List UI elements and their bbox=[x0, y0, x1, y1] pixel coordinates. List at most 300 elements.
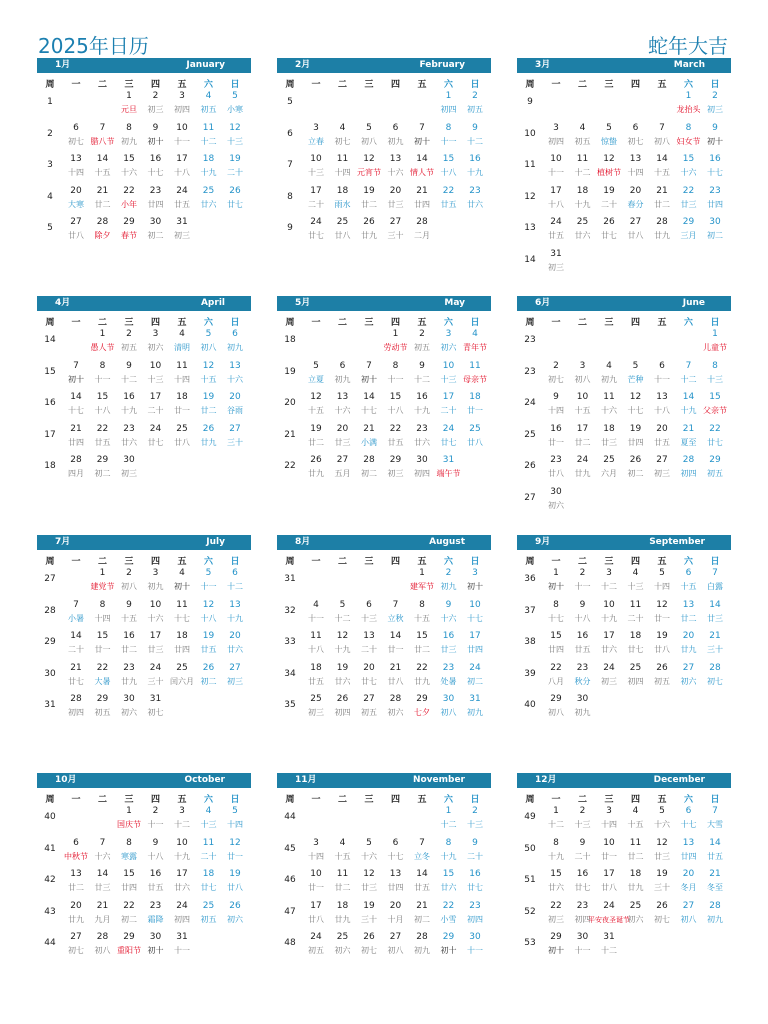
day-cell[interactable] bbox=[543, 422, 569, 452]
day-cell[interactable] bbox=[303, 598, 329, 628]
day-cell[interactable] bbox=[436, 121, 462, 151]
day-cell[interactable] bbox=[222, 836, 248, 866]
day-cell[interactable] bbox=[623, 453, 649, 483]
day-cell[interactable] bbox=[649, 390, 675, 420]
day-cell[interactable] bbox=[143, 899, 169, 929]
day-cell[interactable] bbox=[90, 327, 116, 357]
day-cell[interactable] bbox=[543, 184, 569, 214]
day-cell[interactable] bbox=[649, 121, 675, 151]
day-cell[interactable] bbox=[462, 89, 488, 119]
day-cell[interactable] bbox=[676, 89, 702, 119]
day-cell[interactable] bbox=[330, 359, 356, 389]
day-cell[interactable] bbox=[570, 422, 596, 452]
day-cell[interactable] bbox=[623, 359, 649, 389]
day-cell[interactable] bbox=[409, 836, 435, 866]
day-cell[interactable] bbox=[303, 184, 329, 214]
day-cell[interactable] bbox=[356, 692, 382, 722]
day-cell[interactable] bbox=[543, 899, 569, 929]
day-cell[interactable] bbox=[570, 804, 596, 834]
day-cell[interactable] bbox=[570, 359, 596, 389]
day-cell[interactable] bbox=[596, 930, 622, 960]
day-cell[interactable] bbox=[143, 152, 169, 182]
day-cell[interactable] bbox=[116, 692, 142, 722]
day-cell[interactable] bbox=[196, 899, 222, 929]
day-cell[interactable] bbox=[436, 629, 462, 659]
day-cell[interactable] bbox=[702, 327, 728, 357]
day-cell[interactable] bbox=[409, 359, 435, 389]
day-cell[interactable] bbox=[409, 899, 435, 929]
day-cell[interactable] bbox=[702, 629, 728, 659]
day-cell[interactable] bbox=[436, 327, 462, 357]
day-cell[interactable] bbox=[63, 453, 89, 483]
day-cell[interactable] bbox=[702, 359, 728, 389]
day-cell[interactable] bbox=[383, 121, 409, 151]
day-cell[interactable] bbox=[63, 121, 89, 151]
day-cell[interactable] bbox=[330, 121, 356, 151]
day-cell[interactable] bbox=[543, 692, 569, 722]
day-cell[interactable] bbox=[169, 121, 195, 151]
day-cell[interactable] bbox=[409, 422, 435, 452]
day-cell[interactable] bbox=[90, 867, 116, 897]
day-cell[interactable] bbox=[90, 453, 116, 483]
day-cell[interactable] bbox=[356, 359, 382, 389]
day-cell[interactable] bbox=[196, 327, 222, 357]
day-cell[interactable] bbox=[409, 867, 435, 897]
day-cell[interactable] bbox=[169, 661, 195, 691]
day-cell[interactable] bbox=[383, 930, 409, 960]
day-cell[interactable] bbox=[356, 598, 382, 628]
day-cell[interactable] bbox=[90, 359, 116, 389]
day-cell[interactable] bbox=[676, 867, 702, 897]
day-cell[interactable] bbox=[90, 598, 116, 628]
day-cell[interactable] bbox=[543, 152, 569, 182]
day-cell[interactable] bbox=[222, 359, 248, 389]
day-cell[interactable] bbox=[383, 215, 409, 245]
day-cell[interactable] bbox=[303, 215, 329, 245]
day-cell[interactable] bbox=[222, 629, 248, 659]
day-cell[interactable] bbox=[330, 661, 356, 691]
day-cell[interactable] bbox=[436, 598, 462, 628]
day-cell[interactable] bbox=[596, 804, 622, 834]
day-cell[interactable] bbox=[409, 629, 435, 659]
day-cell[interactable] bbox=[649, 566, 675, 596]
day-cell[interactable] bbox=[409, 184, 435, 214]
day-cell[interactable] bbox=[143, 89, 169, 119]
day-cell[interactable] bbox=[116, 152, 142, 182]
day-cell[interactable] bbox=[330, 152, 356, 182]
day-cell[interactable] bbox=[143, 390, 169, 420]
day-cell[interactable] bbox=[303, 121, 329, 151]
day-cell[interactable] bbox=[383, 327, 409, 357]
day-cell[interactable] bbox=[462, 422, 488, 452]
day-cell[interactable] bbox=[649, 359, 675, 389]
day-cell[interactable] bbox=[436, 390, 462, 420]
day-cell[interactable] bbox=[330, 692, 356, 722]
day-cell[interactable] bbox=[63, 422, 89, 452]
day-cell[interactable] bbox=[436, 899, 462, 929]
day-cell[interactable] bbox=[143, 327, 169, 357]
day-cell[interactable] bbox=[169, 899, 195, 929]
day-cell[interactable] bbox=[676, 566, 702, 596]
day-cell[interactable] bbox=[409, 390, 435, 420]
day-cell[interactable] bbox=[143, 930, 169, 960]
day-cell[interactable] bbox=[303, 661, 329, 691]
day-cell[interactable] bbox=[90, 661, 116, 691]
day-cell[interactable] bbox=[169, 327, 195, 357]
day-cell[interactable] bbox=[63, 930, 89, 960]
day-cell[interactable] bbox=[169, 804, 195, 834]
day-cell[interactable] bbox=[623, 661, 649, 691]
day-cell[interactable] bbox=[196, 661, 222, 691]
day-cell[interactable] bbox=[570, 152, 596, 182]
day-cell[interactable] bbox=[543, 485, 569, 515]
day-cell[interactable] bbox=[222, 390, 248, 420]
day-cell[interactable] bbox=[409, 661, 435, 691]
day-cell[interactable] bbox=[196, 867, 222, 897]
day-cell[interactable] bbox=[436, 804, 462, 834]
day-cell[interactable] bbox=[596, 121, 622, 151]
day-cell[interactable] bbox=[383, 422, 409, 452]
day-cell[interactable] bbox=[383, 899, 409, 929]
day-cell[interactable] bbox=[222, 327, 248, 357]
day-cell[interactable] bbox=[222, 598, 248, 628]
day-cell[interactable] bbox=[330, 899, 356, 929]
day-cell[interactable] bbox=[143, 184, 169, 214]
day-cell[interactable] bbox=[676, 215, 702, 245]
day-cell[interactable] bbox=[462, 867, 488, 897]
day-cell[interactable] bbox=[462, 661, 488, 691]
day-cell[interactable] bbox=[196, 566, 222, 596]
day-cell[interactable] bbox=[169, 867, 195, 897]
day-cell[interactable] bbox=[436, 453, 462, 483]
day-cell[interactable] bbox=[462, 184, 488, 214]
day-cell[interactable] bbox=[143, 629, 169, 659]
day-cell[interactable] bbox=[63, 899, 89, 929]
day-cell[interactable] bbox=[676, 359, 702, 389]
day-cell[interactable] bbox=[543, 215, 569, 245]
day-cell[interactable] bbox=[596, 836, 622, 866]
day-cell[interactable] bbox=[649, 899, 675, 929]
day-cell[interactable] bbox=[196, 836, 222, 866]
day-cell[interactable] bbox=[409, 598, 435, 628]
day-cell[interactable] bbox=[116, 899, 142, 929]
day-cell[interactable] bbox=[356, 629, 382, 659]
day-cell[interactable] bbox=[303, 836, 329, 866]
day-cell[interactable] bbox=[356, 121, 382, 151]
day-cell[interactable] bbox=[462, 598, 488, 628]
day-cell[interactable] bbox=[462, 629, 488, 659]
day-cell[interactable] bbox=[90, 184, 116, 214]
day-cell[interactable] bbox=[543, 867, 569, 897]
day-cell[interactable] bbox=[383, 152, 409, 182]
day-cell[interactable] bbox=[222, 152, 248, 182]
day-cell[interactable] bbox=[303, 422, 329, 452]
day-cell[interactable] bbox=[436, 184, 462, 214]
day-cell[interactable] bbox=[436, 836, 462, 866]
day-cell[interactable] bbox=[462, 390, 488, 420]
day-cell[interactable] bbox=[196, 390, 222, 420]
day-cell[interactable] bbox=[90, 899, 116, 929]
day-cell[interactable] bbox=[222, 804, 248, 834]
day-cell[interactable] bbox=[596, 867, 622, 897]
day-cell[interactable] bbox=[462, 359, 488, 389]
day-cell[interactable] bbox=[330, 598, 356, 628]
day-cell[interactable] bbox=[649, 629, 675, 659]
day-cell[interactable] bbox=[303, 359, 329, 389]
day-cell[interactable] bbox=[356, 899, 382, 929]
day-cell[interactable] bbox=[409, 930, 435, 960]
day-cell[interactable] bbox=[222, 661, 248, 691]
day-cell[interactable] bbox=[63, 184, 89, 214]
day-cell[interactable] bbox=[570, 661, 596, 691]
day-cell[interactable] bbox=[63, 390, 89, 420]
day-cell[interactable] bbox=[702, 453, 728, 483]
day-cell[interactable] bbox=[702, 152, 728, 182]
day-cell[interactable] bbox=[330, 867, 356, 897]
day-cell[interactable] bbox=[356, 867, 382, 897]
day-cell[interactable] bbox=[116, 804, 142, 834]
day-cell[interactable] bbox=[596, 661, 622, 691]
day-cell[interactable] bbox=[676, 629, 702, 659]
day-cell[interactable] bbox=[383, 629, 409, 659]
day-cell[interactable] bbox=[649, 661, 675, 691]
day-cell[interactable] bbox=[570, 692, 596, 722]
day-cell[interactable] bbox=[702, 215, 728, 245]
day-cell[interactable] bbox=[90, 390, 116, 420]
day-cell[interactable] bbox=[196, 359, 222, 389]
day-cell[interactable] bbox=[90, 692, 116, 722]
day-cell[interactable] bbox=[623, 867, 649, 897]
day-cell[interactable] bbox=[409, 215, 435, 245]
day-cell[interactable] bbox=[303, 453, 329, 483]
day-cell[interactable] bbox=[702, 422, 728, 452]
day-cell[interactable] bbox=[196, 152, 222, 182]
day-cell[interactable] bbox=[462, 899, 488, 929]
day-cell[interactable] bbox=[383, 661, 409, 691]
day-cell[interactable] bbox=[116, 422, 142, 452]
day-cell[interactable] bbox=[676, 121, 702, 151]
day-cell[interactable] bbox=[543, 566, 569, 596]
day-cell[interactable] bbox=[330, 453, 356, 483]
day-cell[interactable] bbox=[543, 930, 569, 960]
day-cell[interactable] bbox=[63, 836, 89, 866]
day-cell[interactable] bbox=[330, 422, 356, 452]
day-cell[interactable] bbox=[383, 867, 409, 897]
day-cell[interactable] bbox=[116, 930, 142, 960]
day-cell[interactable] bbox=[409, 121, 435, 151]
day-cell[interactable] bbox=[222, 89, 248, 119]
day-cell[interactable] bbox=[649, 152, 675, 182]
day-cell[interactable] bbox=[116, 121, 142, 151]
day-cell[interactable] bbox=[169, 629, 195, 659]
day-cell[interactable] bbox=[409, 453, 435, 483]
day-cell[interactable] bbox=[596, 215, 622, 245]
day-cell[interactable] bbox=[196, 184, 222, 214]
day-cell[interactable] bbox=[702, 566, 728, 596]
day-cell[interactable] bbox=[702, 836, 728, 866]
day-cell[interactable] bbox=[462, 804, 488, 834]
day-cell[interactable] bbox=[116, 390, 142, 420]
day-cell[interactable] bbox=[356, 215, 382, 245]
day-cell[interactable] bbox=[570, 453, 596, 483]
day-cell[interactable] bbox=[63, 661, 89, 691]
day-cell[interactable] bbox=[543, 247, 569, 277]
day-cell[interactable] bbox=[570, 629, 596, 659]
day-cell[interactable] bbox=[623, 629, 649, 659]
day-cell[interactable] bbox=[116, 836, 142, 866]
day-cell[interactable] bbox=[383, 359, 409, 389]
day-cell[interactable] bbox=[356, 453, 382, 483]
day-cell[interactable] bbox=[570, 390, 596, 420]
day-cell[interactable] bbox=[116, 598, 142, 628]
day-cell[interactable] bbox=[462, 152, 488, 182]
day-cell[interactable] bbox=[623, 598, 649, 628]
day-cell[interactable] bbox=[596, 390, 622, 420]
day-cell[interactable] bbox=[90, 566, 116, 596]
day-cell[interactable] bbox=[676, 152, 702, 182]
day-cell[interactable] bbox=[143, 598, 169, 628]
day-cell[interactable] bbox=[196, 422, 222, 452]
day-cell[interactable] bbox=[409, 692, 435, 722]
day-cell[interactable] bbox=[90, 215, 116, 245]
day-cell[interactable] bbox=[356, 184, 382, 214]
day-cell[interactable] bbox=[90, 152, 116, 182]
day-cell[interactable] bbox=[196, 804, 222, 834]
day-cell[interactable] bbox=[143, 692, 169, 722]
day-cell[interactable] bbox=[303, 629, 329, 659]
day-cell[interactable] bbox=[649, 836, 675, 866]
day-cell[interactable] bbox=[143, 836, 169, 866]
day-cell[interactable] bbox=[169, 598, 195, 628]
day-cell[interactable] bbox=[623, 215, 649, 245]
day-cell[interactable] bbox=[702, 899, 728, 929]
day-cell[interactable] bbox=[143, 804, 169, 834]
day-cell[interactable] bbox=[196, 598, 222, 628]
day-cell[interactable] bbox=[570, 121, 596, 151]
day-cell[interactable] bbox=[303, 867, 329, 897]
day-cell[interactable] bbox=[90, 836, 116, 866]
day-cell[interactable] bbox=[596, 566, 622, 596]
day-cell[interactable] bbox=[356, 152, 382, 182]
day-cell[interactable] bbox=[436, 566, 462, 596]
day-cell[interactable] bbox=[623, 152, 649, 182]
day-cell[interactable] bbox=[649, 184, 675, 214]
day-cell[interactable] bbox=[116, 453, 142, 483]
day-cell[interactable] bbox=[409, 327, 435, 357]
day-cell[interactable] bbox=[436, 692, 462, 722]
day-cell[interactable] bbox=[330, 836, 356, 866]
day-cell[interactable] bbox=[63, 598, 89, 628]
day-cell[interactable] bbox=[169, 215, 195, 245]
day-cell[interactable] bbox=[543, 629, 569, 659]
day-cell[interactable] bbox=[303, 899, 329, 929]
day-cell[interactable] bbox=[169, 390, 195, 420]
day-cell[interactable] bbox=[116, 566, 142, 596]
day-cell[interactable] bbox=[63, 692, 89, 722]
day-cell[interactable] bbox=[143, 566, 169, 596]
day-cell[interactable] bbox=[702, 121, 728, 151]
day-cell[interactable] bbox=[436, 89, 462, 119]
day-cell[interactable] bbox=[196, 629, 222, 659]
day-cell[interactable] bbox=[543, 598, 569, 628]
day-cell[interactable] bbox=[596, 184, 622, 214]
day-cell[interactable] bbox=[596, 598, 622, 628]
day-cell[interactable] bbox=[116, 184, 142, 214]
day-cell[interactable] bbox=[462, 836, 488, 866]
day-cell[interactable] bbox=[90, 629, 116, 659]
day-cell[interactable] bbox=[588, 899, 630, 929]
day-cell[interactable] bbox=[169, 359, 195, 389]
day-cell[interactable] bbox=[63, 359, 89, 389]
day-cell[interactable] bbox=[436, 867, 462, 897]
day-cell[interactable] bbox=[303, 930, 329, 960]
day-cell[interactable] bbox=[623, 566, 649, 596]
day-cell[interactable] bbox=[543, 661, 569, 691]
day-cell[interactable] bbox=[63, 629, 89, 659]
day-cell[interactable] bbox=[570, 184, 596, 214]
day-cell[interactable] bbox=[462, 566, 488, 596]
day-cell[interactable] bbox=[330, 629, 356, 659]
day-cell[interactable] bbox=[116, 215, 142, 245]
day-cell[interactable] bbox=[702, 867, 728, 897]
day-cell[interactable] bbox=[462, 121, 488, 151]
day-cell[interactable] bbox=[649, 422, 675, 452]
day-cell[interactable] bbox=[409, 566, 435, 596]
day-cell[interactable] bbox=[169, 89, 195, 119]
day-cell[interactable] bbox=[623, 899, 649, 929]
day-cell[interactable] bbox=[543, 804, 569, 834]
day-cell[interactable] bbox=[570, 836, 596, 866]
day-cell[interactable] bbox=[596, 359, 622, 389]
day-cell[interactable] bbox=[63, 152, 89, 182]
day-cell[interactable] bbox=[436, 359, 462, 389]
day-cell[interactable] bbox=[383, 390, 409, 420]
day-cell[interactable] bbox=[543, 836, 569, 866]
day-cell[interactable] bbox=[596, 422, 622, 452]
day-cell[interactable] bbox=[649, 867, 675, 897]
day-cell[interactable] bbox=[90, 422, 116, 452]
day-cell[interactable] bbox=[596, 152, 622, 182]
day-cell[interactable] bbox=[702, 598, 728, 628]
day-cell[interactable] bbox=[116, 327, 142, 357]
day-cell[interactable] bbox=[623, 422, 649, 452]
day-cell[interactable] bbox=[356, 390, 382, 420]
day-cell[interactable] bbox=[169, 836, 195, 866]
day-cell[interactable] bbox=[383, 598, 409, 628]
day-cell[interactable] bbox=[169, 152, 195, 182]
day-cell[interactable] bbox=[143, 121, 169, 151]
day-cell[interactable] bbox=[676, 899, 702, 929]
day-cell[interactable] bbox=[702, 89, 728, 119]
day-cell[interactable] bbox=[90, 121, 116, 151]
day-cell[interactable] bbox=[676, 184, 702, 214]
day-cell[interactable] bbox=[303, 692, 329, 722]
day-cell[interactable] bbox=[649, 598, 675, 628]
day-cell[interactable] bbox=[383, 453, 409, 483]
day-cell[interactable] bbox=[676, 390, 702, 420]
day-cell[interactable] bbox=[222, 121, 248, 151]
day-cell[interactable] bbox=[116, 661, 142, 691]
day-cell[interactable] bbox=[383, 184, 409, 214]
day-cell[interactable] bbox=[570, 566, 596, 596]
day-cell[interactable] bbox=[303, 390, 329, 420]
day-cell[interactable] bbox=[383, 836, 409, 866]
day-cell[interactable] bbox=[649, 804, 675, 834]
day-cell[interactable] bbox=[649, 215, 675, 245]
day-cell[interactable] bbox=[623, 804, 649, 834]
day-cell[interactable] bbox=[222, 566, 248, 596]
day-cell[interactable] bbox=[143, 215, 169, 245]
